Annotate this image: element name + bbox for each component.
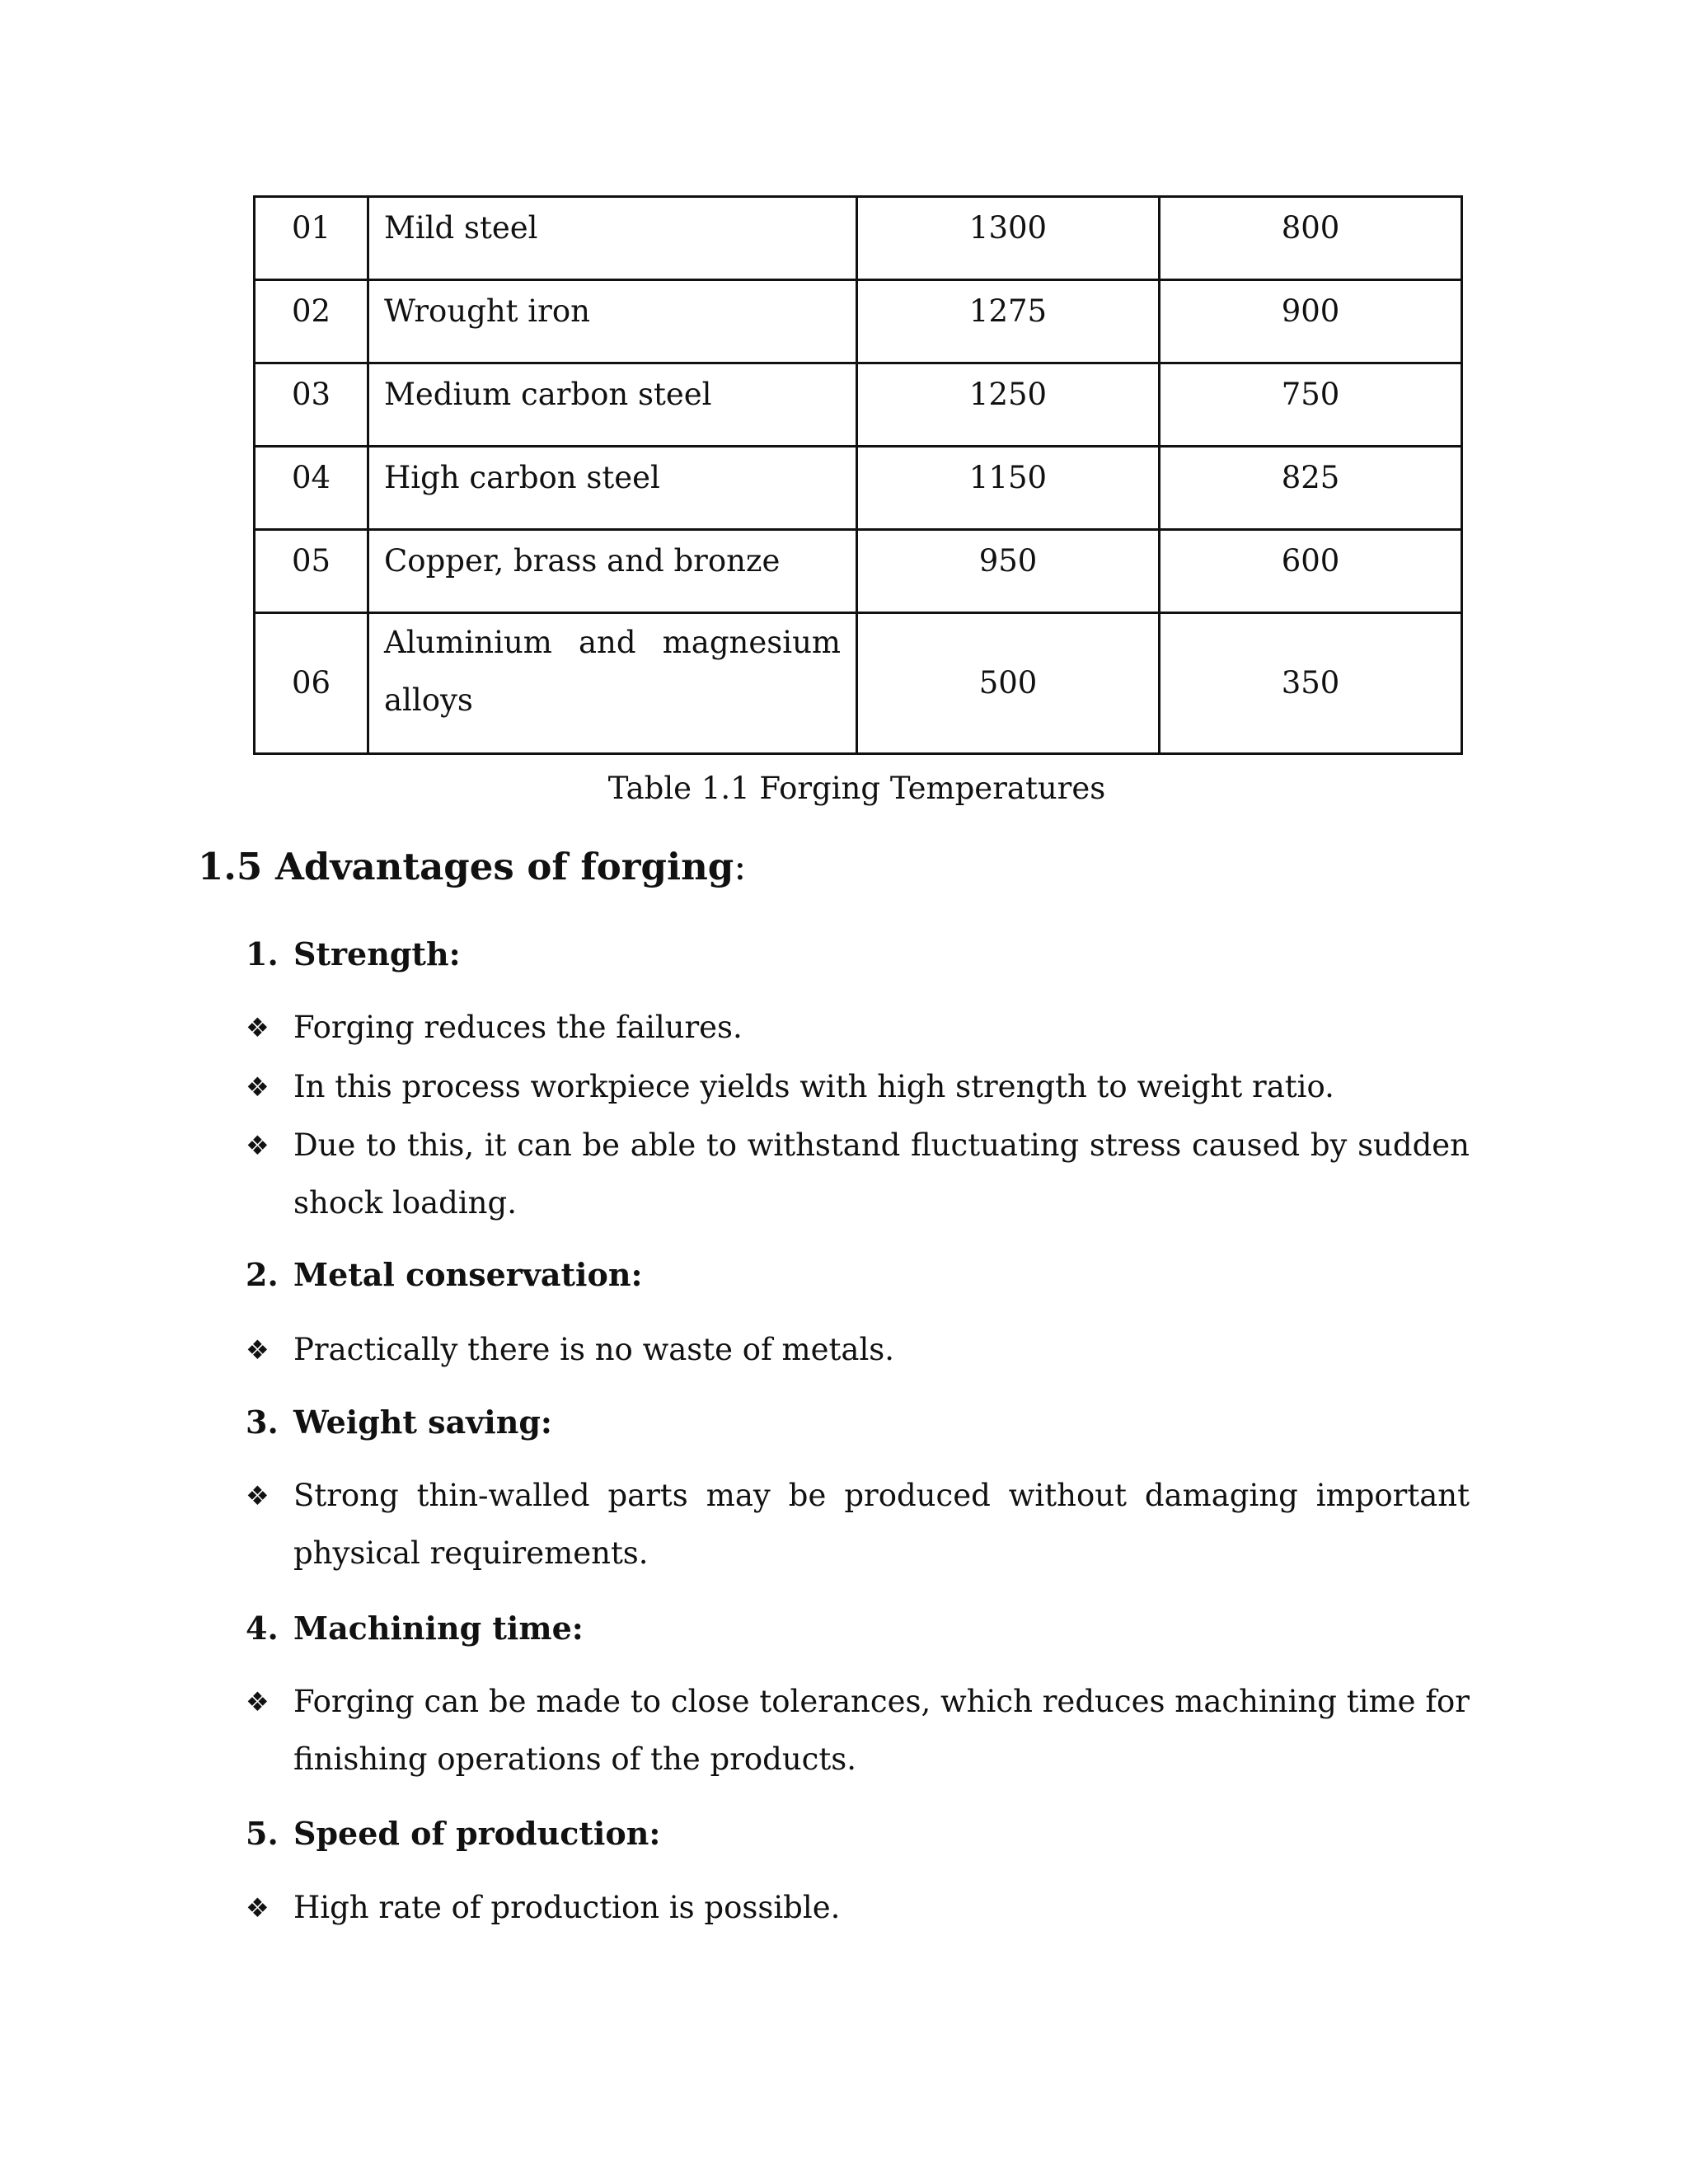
list-heading: [246, 1610, 584, 1647]
diamond-bullet-icon: ❖: [246, 1012, 270, 1043]
min-temperature: 600: [1160, 530, 1462, 613]
material-name: High carbon steel: [368, 447, 857, 530]
section-heading: [198, 845, 746, 888]
list-item-text: High rate of production is possible.: [293, 1890, 841, 1925]
table-row: [255, 447, 1462, 530]
section-heading-colon: :: [734, 845, 747, 888]
table-row: [255, 363, 1462, 447]
list-item: [246, 1117, 1470, 1232]
diamond-bullet-icon: ❖: [246, 1892, 270, 1924]
list-item: [246, 1673, 1470, 1788]
material-name: Mild steel: [368, 197, 857, 280]
table-row: [255, 197, 1462, 280]
forging-temperatures-table: [253, 195, 1463, 755]
list-item-text: In this process workpiece yields with high strength to weight ratio.: [293, 1069, 1334, 1104]
table-row: [255, 530, 1462, 613]
row-number: 02: [255, 280, 368, 363]
list-heading-text: Speed of production:: [293, 1815, 661, 1852]
min-temperature: 825: [1160, 447, 1462, 530]
list-number: 3.: [246, 1404, 279, 1441]
list-item-text: Forging can be made to close tolerances, which reduces machining time for finishing operations of the products.: [293, 1684, 1470, 1777]
list-item-text: Strong thin-walled parts may be produced without damaging important physical requirements.: [293, 1478, 1470, 1571]
list-heading-text: Weight saving:: [293, 1404, 552, 1441]
list-number: 5.: [246, 1815, 279, 1852]
list-heading: [246, 1815, 660, 1852]
material-name: Wrought iron: [368, 280, 857, 363]
material-name: Copper, brass and bronze: [368, 530, 857, 613]
min-temperature: 800: [1160, 197, 1462, 280]
list-number: 2.: [246, 1256, 279, 1293]
row-number: 05: [255, 530, 368, 613]
min-temperature: 350: [1160, 613, 1462, 754]
diamond-bullet-icon: ❖: [246, 1130, 270, 1161]
row-number: 06: [255, 613, 368, 754]
list-item: [246, 1321, 1470, 1379]
diamond-bullet-icon: ❖: [246, 1686, 270, 1718]
list-number: 4.: [246, 1610, 279, 1647]
row-number: 03: [255, 363, 368, 447]
section-heading-text: 1.5 Advantages of forging: [198, 845, 734, 888]
min-temperature: 750: [1160, 363, 1462, 447]
table-row: [255, 613, 1462, 754]
list-heading-text: Strength:: [293, 935, 461, 972]
list-heading: [246, 935, 461, 972]
row-number: 01: [255, 197, 368, 280]
list-item-text: Forging reduces the failures.: [293, 1010, 743, 1045]
list-item: [246, 1879, 1470, 1937]
material-name: Aluminium and magnesium alloys: [368, 613, 857, 754]
max-temperature: 1150: [857, 447, 1160, 530]
list-heading-text: Metal conservation:: [293, 1256, 643, 1293]
row-number: 04: [255, 447, 368, 530]
min-temperature: 900: [1160, 280, 1462, 363]
list-item: [246, 999, 1470, 1057]
list-heading-text: Machining time:: [293, 1610, 584, 1647]
list-number: 1.: [246, 935, 279, 972]
material-name: Medium carbon steel: [368, 363, 857, 447]
list-item-text: Due to this, it can be able to withstand fluctuating stress caused by sudden shock loading.: [293, 1127, 1470, 1221]
table-caption: Table 1.1 Forging Temperatures: [607, 771, 1106, 806]
list-item-text: Practically there is no waste of metals.: [293, 1332, 895, 1367]
max-temperature: 950: [857, 530, 1160, 613]
max-temperature: 1250: [857, 363, 1160, 447]
max-temperature: 500: [857, 613, 1160, 754]
list-item: [246, 1467, 1470, 1582]
diamond-bullet-icon: ❖: [246, 1480, 270, 1511]
table-row: [255, 280, 1462, 363]
max-temperature: 1300: [857, 197, 1160, 280]
list-item: [246, 1058, 1470, 1116]
diamond-bullet-icon: ❖: [246, 1334, 270, 1366]
list-heading: [246, 1404, 552, 1441]
list-heading: [246, 1256, 642, 1293]
diamond-bullet-icon: ❖: [246, 1071, 270, 1103]
max-temperature: 1275: [857, 280, 1160, 363]
